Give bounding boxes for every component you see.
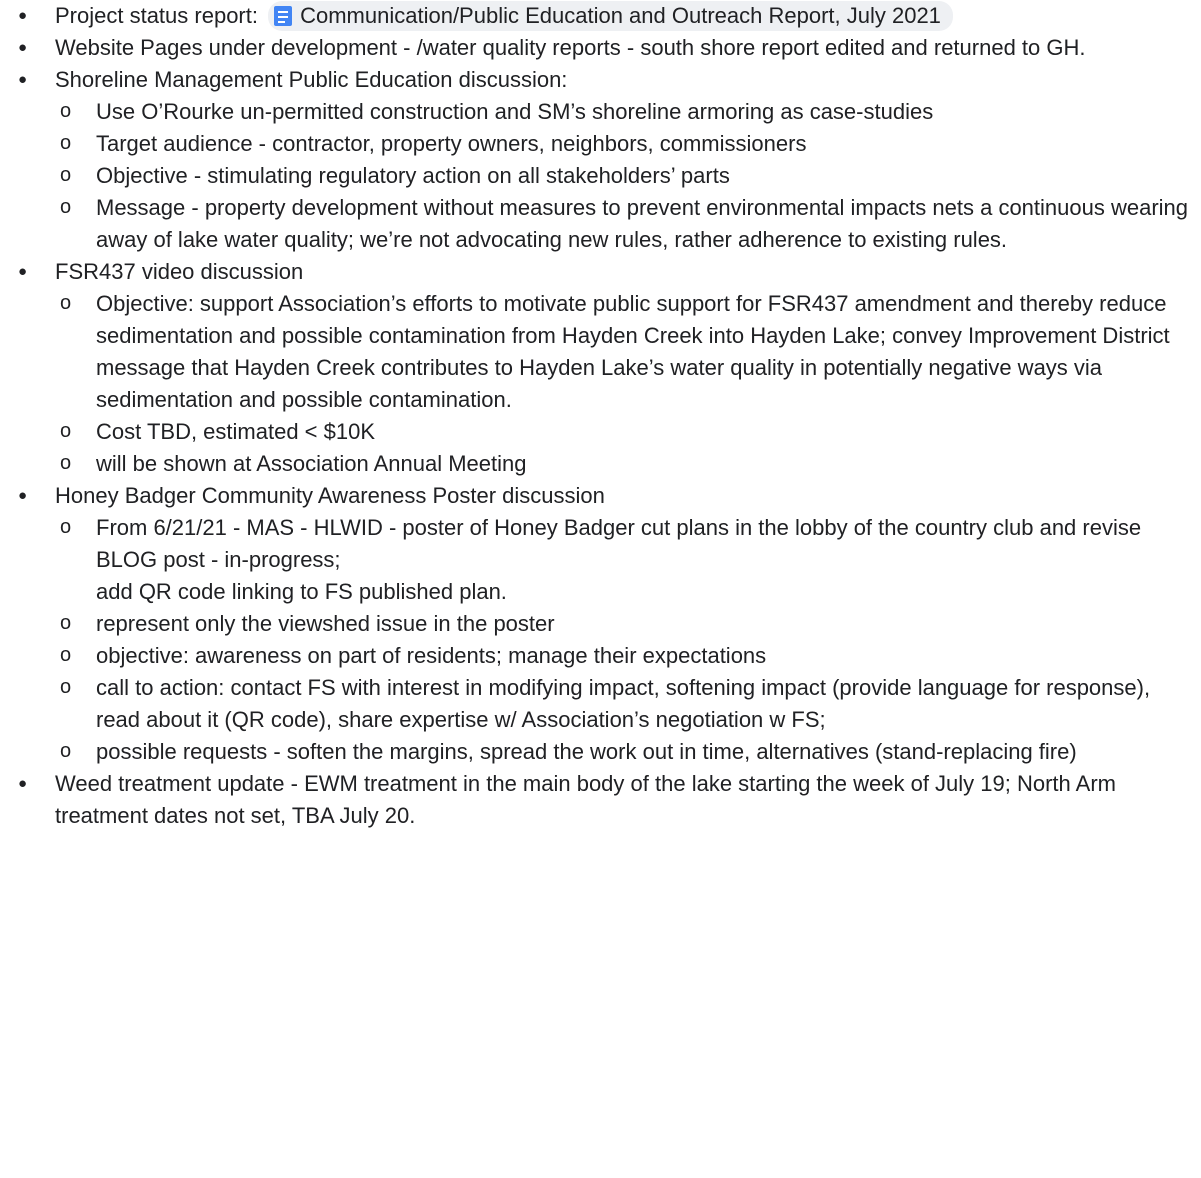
sub-item: o Cost TBD, estimated < $10K — [0, 416, 1201, 448]
fsr437-heading: FSR437 video discussion — [55, 259, 304, 284]
weed-treatment-text: Weed treatment update - EWM treatment in the main body of the lake starting the week of July 19; North Arm treatment dates not set, TBA July 20. — [55, 771, 1116, 828]
sub-item: o call to action: contact FS with interest in modifying impact, softening impact (provide language for response), read about it (QR code), share expertise w/ Association’s negotiation w FS; — [0, 672, 1201, 736]
google-docs-icon — [274, 6, 292, 26]
shoreline-sublist — [0, 96, 1201, 256]
sub-item: o Objective: support Association’s efforts to motivate public support for FSR437 amendment and thereby reduce sedimentation and possible contamination from Hayden Creek into Hayden Lake; convey Improvement District message that Hayden Creek contributes to Hayden Lake’s water quality in potentially negative ways via sedimentation and possible contamination. — [0, 288, 1201, 416]
list-item-fsr437 — [0, 256, 1201, 288]
agenda-list-cont — [0, 256, 1201, 288]
sub-item: o Use O’Rourke un-permitted construction and SM’s shoreline armoring as case-studies — [0, 96, 1201, 128]
honey-badger-heading: Honey Badger Community Awareness Poster discussion — [55, 483, 605, 508]
sub-item: o will be shown at Association Annual Meeting — [0, 448, 1201, 480]
list-item-honey-badger — [0, 480, 1201, 512]
sub-item — [0, 512, 1201, 608]
website-pages-text: Website Pages under development - /water quality reports - south shore report edited and returned to GH. — [55, 35, 1086, 60]
agenda-list-cont — [0, 480, 1201, 512]
agenda-list — [0, 0, 1201, 96]
sub-item: o Objective - stimulating regulatory action on all stakeholders’ parts — [0, 160, 1201, 192]
doc-link-label[interactable]: Communication/Public Education and Outreach Report, July 2021 — [300, 3, 941, 28]
shoreline-heading: Shoreline Management Public Education discussion: — [55, 67, 568, 92]
list-item-weed-treatment — [0, 768, 1201, 832]
sub-item-line: o From 6/21/21 - MAS - HLWID - poster of Honey Badger cut plans in the lobby of the country club and revise BLOG post - in-progress; — [96, 515, 1142, 572]
list-item-shoreline — [0, 64, 1201, 96]
project-status-label: Project status report: — [55, 3, 258, 28]
agenda-list-cont — [0, 768, 1201, 832]
list-item-website-pages — [0, 32, 1201, 64]
sub-item: o objective: awareness on part of residents; manage their expectations — [0, 640, 1201, 672]
sub-item-line: add QR code linking to FS published plan. — [96, 579, 507, 604]
sub-item: o Message - property development without measures to prevent environmental impacts nets a continuous wearing away of lake water quality; we’re not advocating new rules, rather adherence to existing rules. — [0, 192, 1201, 256]
list-item-project-status — [0, 0, 1201, 32]
sub-item: o represent only the viewshed issue in the poster — [0, 608, 1201, 640]
doc-link-chip[interactable] — [268, 1, 953, 31]
fsr437-sublist — [0, 288, 1201, 480]
honey-badger-sublist — [0, 512, 1201, 768]
sub-item: o Target audience - contractor, property owners, neighbors, commissioners — [0, 128, 1201, 160]
sub-item: o possible requests - soften the margins, spread the work out in time, alternatives (stand-replacing fire) — [0, 736, 1201, 768]
